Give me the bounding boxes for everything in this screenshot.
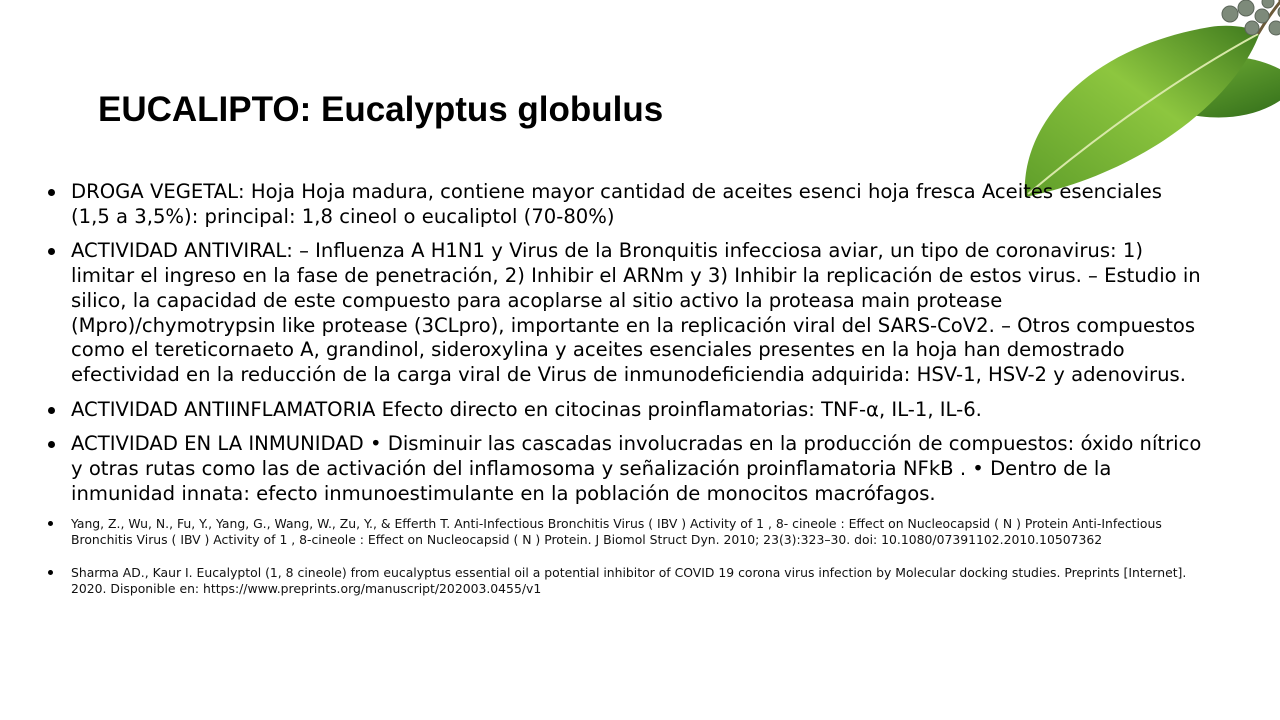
- bullet-dot: [48, 441, 55, 448]
- slide-title: EUCALIPTO: Eucalyptus globulus: [98, 90, 664, 129]
- bullet-dot: [48, 407, 55, 414]
- bullet-text: ACTIVIDAD EN LA INMUNIDAD • Disminuir las cascadas involucradas en la producción de compuestos: óxido nítrico y otras rutas como las de activación del inflamosoma y señalización proinflamatoria NFkB . • Dentro de la inmunidad innata: efecto inmunoestimulante en la población de monocitos macrófagos.: [71, 432, 1202, 505]
- bullet-list: [46, 180, 1206, 597]
- bullet-text: ACTIVIDAD ANTIVIRAL: – Influenza A H1N1 y Virus de la Bronquitis infecciosa aviar, un tipo de coronavirus: 1) limitar el ingreso en la fase de penetración, 2) Inhibir el ARNm y 3) Inhibir la replicación de estos virus. – Estudio in silico, la capacidad de este compuesto para acoplarse al sitio activo la proteasa main protease (Mpro)/chymotrypsin like protease (3CLpro), importante en la replicación viral del SARS-CoV2. – Otros compuestos como el tereticornaeto A, grandinol, sideroxylina y aceites esenciales presentes en la hoja han demostrado efectividad en la reducción de la carga viral de Virus de inmunodeficiendia adquirida: HSV-1, HSV-2 y adenovirus.: [71, 239, 1201, 386]
- bullet-droga-vegetal: [46, 180, 1206, 229]
- bullet-actividad-antiviral: [46, 239, 1206, 387]
- reference-text: Sharma AD., Kaur I. Eucalyptol (1, 8 cineole) from eucalyptus essential oil a potential inhibitor of COVID 19 corona virus infection by Molecular docking studies. Preprints [Internet]. 2020. Disponible en: https://www.preprints.org/manuscript/202003.0455/v1: [71, 565, 1187, 596]
- reference-sharma: [46, 565, 1206, 597]
- bullet-dot: [48, 248, 55, 255]
- reference-yang: [46, 516, 1206, 548]
- bullet-actividad-inmunidad: [46, 432, 1206, 506]
- bullet-text: ACTIVIDAD ANTIINFLAMATORIA Efecto directo en citocinas proinflamatorias: TNF-α, IL-1, IL-6.: [71, 397, 982, 421]
- bullet-actividad-antiinflamatoria: [46, 398, 1206, 423]
- reference-text: Yang, Z., Wu, N., Fu, Y., Yang, G., Wang, W., Zu, Y., & Efferth T. Anti-Infectious Bronchitis Virus ( IBV ) Activity of 1 , 8- cineole : Effect on Nucleocapsid ( N ) Protein Anti-Infectious Bronchitis Virus ( IBV ) Activity of 1 , 8-cineole : Effect on Nucleocapsid ( N ) Protein. J Biomol Struct Dyn. 2010; 23(3):323–30. doi: 10.1080/07391102.2010.10507362: [71, 516, 1162, 548]
- bullet-dot: [48, 189, 55, 196]
- bullet-text: DROGA VEGETAL: Hoja Hoja madura, contiene mayor cantidad de aceites esenci hoja fresca Aceites esenciales (1,5 a 3,5%): principal: 1,8 cineol o eucaliptol (70-80%): [71, 180, 1163, 228]
- bullet-dot: [48, 521, 53, 526]
- bullet-dot: [48, 570, 53, 575]
